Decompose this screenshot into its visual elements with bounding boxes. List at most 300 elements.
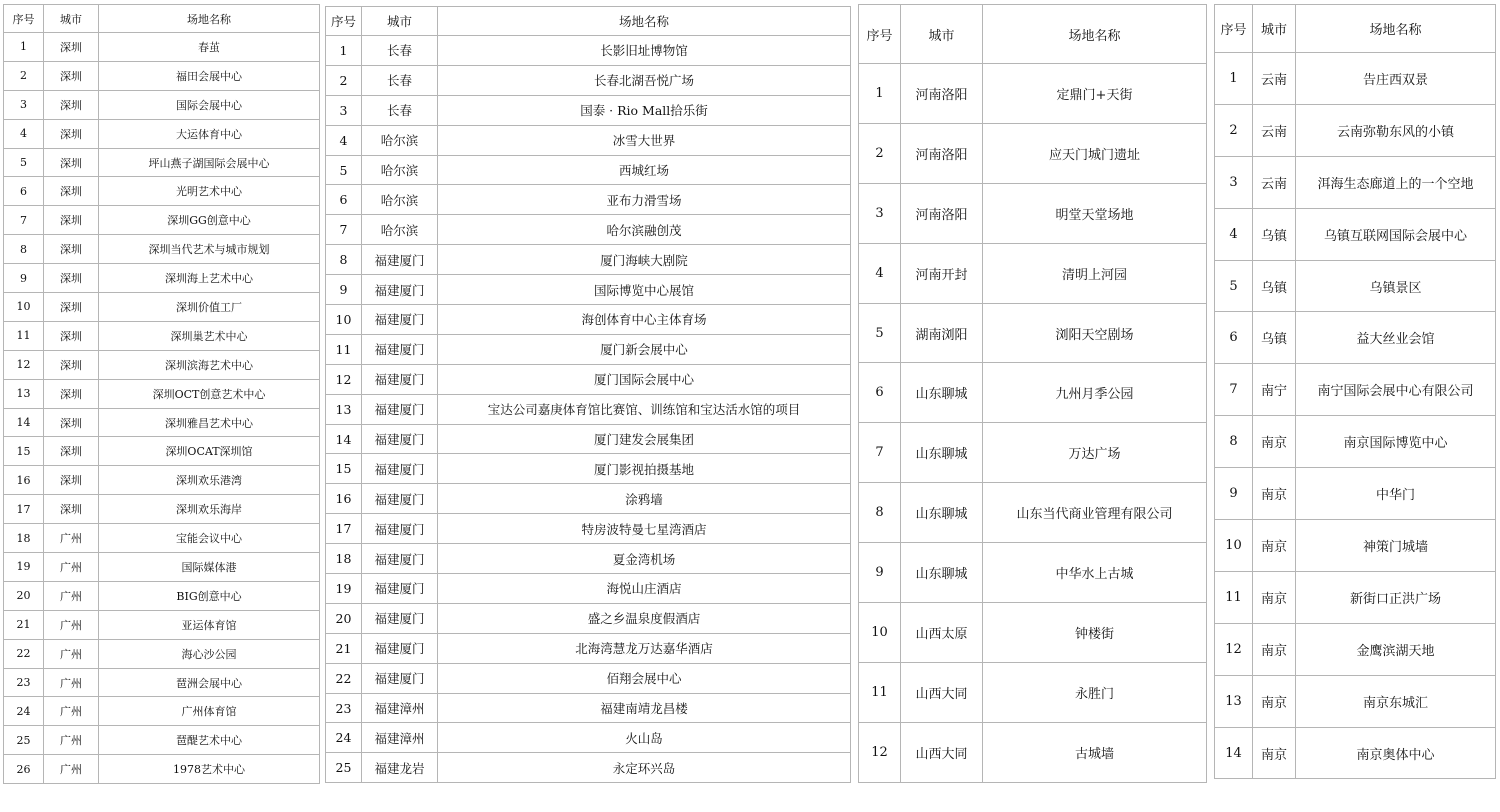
cell-venue: 大运体育中心 bbox=[99, 119, 320, 148]
table-body bbox=[1215, 53, 1496, 779]
table-row bbox=[326, 544, 851, 574]
header-city: 城市 bbox=[44, 5, 99, 33]
cell-city: 深圳 bbox=[44, 350, 99, 379]
table-row bbox=[1215, 208, 1496, 260]
cell-city: 福建厦门 bbox=[362, 454, 438, 484]
cell-index: 12 bbox=[326, 364, 362, 394]
cell-index: 12 bbox=[859, 722, 901, 782]
cell-venue: 火山岛 bbox=[438, 723, 851, 753]
cell-index: 1 bbox=[4, 33, 44, 62]
table-row bbox=[4, 177, 320, 206]
cell-city: 福建厦门 bbox=[362, 424, 438, 454]
cell-venue: 益大丝业会馆 bbox=[1296, 312, 1496, 364]
table-row bbox=[4, 408, 320, 437]
header-city: 城市 bbox=[362, 7, 438, 36]
cell-venue: 长影旧址博物馆 bbox=[438, 36, 851, 66]
cell-venue: 钟楼街 bbox=[983, 603, 1207, 663]
cell-index: 21 bbox=[4, 610, 44, 639]
table-row bbox=[4, 437, 320, 466]
cell-venue: 定鼎门+天街 bbox=[983, 64, 1207, 124]
cell-venue: 南宁国际会展中心有限公司 bbox=[1296, 364, 1496, 416]
cell-venue: 特房波特曼七星湾酒店 bbox=[438, 514, 851, 544]
table-row bbox=[859, 722, 1207, 782]
cell-index: 11 bbox=[326, 334, 362, 364]
header-city: 城市 bbox=[1253, 5, 1296, 53]
table-header bbox=[1215, 5, 1496, 53]
table-row bbox=[4, 119, 320, 148]
cell-city: 福建厦门 bbox=[362, 275, 438, 305]
table-row bbox=[4, 639, 320, 668]
table-row bbox=[1215, 520, 1496, 572]
cell-index: 24 bbox=[4, 697, 44, 726]
cell-city: 广州 bbox=[44, 524, 99, 553]
header-venue: 场地名称 bbox=[983, 5, 1207, 64]
cell-venue: 明堂天堂场地 bbox=[983, 183, 1207, 243]
cell-venue: 应天门城门遗址 bbox=[983, 123, 1207, 183]
cell-city: 福建厦门 bbox=[362, 544, 438, 574]
header-row bbox=[4, 5, 320, 33]
cell-city: 深圳 bbox=[44, 408, 99, 437]
cell-city: 南京 bbox=[1253, 623, 1296, 675]
header-row bbox=[326, 7, 851, 36]
cell-venue: 光明艺术中心 bbox=[99, 177, 320, 206]
header-city: 城市 bbox=[901, 5, 983, 64]
cell-venue: 永胜门 bbox=[983, 662, 1207, 722]
cell-index: 23 bbox=[4, 668, 44, 697]
cell-city: 深圳 bbox=[44, 119, 99, 148]
table-row bbox=[4, 697, 320, 726]
cell-city: 长春 bbox=[362, 95, 438, 125]
cell-venue: BIG创意中心 bbox=[99, 581, 320, 610]
table-row bbox=[326, 215, 851, 245]
table-row bbox=[1215, 104, 1496, 156]
table-row bbox=[4, 264, 320, 293]
cell-venue: 清明上河园 bbox=[983, 243, 1207, 303]
table-row bbox=[4, 350, 320, 379]
cell-venue: 福田会展中心 bbox=[99, 61, 320, 90]
cell-index: 3 bbox=[4, 90, 44, 119]
cell-city: 南京 bbox=[1253, 727, 1296, 779]
table-row bbox=[326, 36, 851, 66]
cell-venue: 海悦山庄酒店 bbox=[438, 574, 851, 604]
cell-city: 乌镇 bbox=[1253, 208, 1296, 260]
cell-venue: 浏阳天空剧场 bbox=[983, 303, 1207, 363]
cell-index: 9 bbox=[326, 275, 362, 305]
cell-venue: 琶醍艺术中心 bbox=[99, 726, 320, 755]
table-row bbox=[326, 603, 851, 633]
cell-city: 深圳 bbox=[44, 206, 99, 235]
table-body bbox=[326, 36, 851, 783]
cell-index: 19 bbox=[326, 574, 362, 604]
cell-city: 福建厦门 bbox=[362, 305, 438, 335]
header-row bbox=[859, 5, 1207, 64]
cell-index: 4 bbox=[4, 119, 44, 148]
cell-city: 深圳 bbox=[44, 61, 99, 90]
cell-venue: 乌镇景区 bbox=[1296, 260, 1496, 312]
cell-city: 深圳 bbox=[44, 264, 99, 293]
cell-venue: 深圳OCT创意艺术中心 bbox=[99, 379, 320, 408]
venue-table-2 bbox=[325, 6, 851, 783]
cell-city: 福建漳州 bbox=[362, 723, 438, 753]
cell-venue: 长春北湖吾悦广场 bbox=[438, 65, 851, 95]
table-row bbox=[859, 123, 1207, 183]
table-row bbox=[4, 610, 320, 639]
cell-index: 11 bbox=[1215, 571, 1253, 623]
cell-index: 12 bbox=[1215, 623, 1253, 675]
cell-city: 云南 bbox=[1253, 53, 1296, 105]
cell-index: 3 bbox=[1215, 156, 1253, 208]
cell-venue: 中华水上古城 bbox=[983, 543, 1207, 603]
cell-city: 河南洛阳 bbox=[901, 183, 983, 243]
table-row bbox=[1215, 571, 1496, 623]
cell-venue: 深圳价值工厂 bbox=[99, 293, 320, 322]
cell-index: 1 bbox=[326, 36, 362, 66]
cell-city: 广州 bbox=[44, 726, 99, 755]
header-venue: 场地名称 bbox=[438, 7, 851, 36]
cell-index: 25 bbox=[326, 753, 362, 783]
cell-index: 20 bbox=[326, 603, 362, 633]
cell-city: 广州 bbox=[44, 668, 99, 697]
table-row bbox=[4, 581, 320, 610]
cell-city: 南京 bbox=[1253, 416, 1296, 468]
cell-venue: 深圳GG创意中心 bbox=[99, 206, 320, 235]
cell-venue: 万达广场 bbox=[983, 423, 1207, 483]
cell-city: 乌镇 bbox=[1253, 260, 1296, 312]
cell-city: 深圳 bbox=[44, 321, 99, 350]
cell-index: 2 bbox=[859, 123, 901, 183]
cell-city: 广州 bbox=[44, 697, 99, 726]
table-row bbox=[326, 394, 851, 424]
cell-venue: 深圳海上艺术中心 bbox=[99, 264, 320, 293]
cell-city: 福建厦门 bbox=[362, 633, 438, 663]
cell-index: 16 bbox=[326, 484, 362, 514]
table-row bbox=[859, 603, 1207, 663]
cell-city: 河南开封 bbox=[901, 243, 983, 303]
table-row bbox=[1215, 468, 1496, 520]
cell-venue: 西城红场 bbox=[438, 155, 851, 185]
cell-venue: 金鹰滨湖天地 bbox=[1296, 623, 1496, 675]
table-row bbox=[1215, 364, 1496, 416]
cell-city: 深圳 bbox=[44, 293, 99, 322]
cell-venue: 深圳雅昌艺术中心 bbox=[99, 408, 320, 437]
cell-city: 福建厦门 bbox=[362, 574, 438, 604]
cell-index: 1 bbox=[1215, 53, 1253, 105]
table-row bbox=[4, 293, 320, 322]
table-row bbox=[326, 125, 851, 155]
table-row bbox=[4, 33, 320, 62]
cell-index: 22 bbox=[4, 639, 44, 668]
cell-venue: 深圳欢乐海岸 bbox=[99, 495, 320, 524]
cell-city: 哈尔滨 bbox=[362, 125, 438, 155]
cell-venue: 1978艺术中心 bbox=[99, 755, 320, 784]
cell-index: 12 bbox=[4, 350, 44, 379]
cell-index: 3 bbox=[859, 183, 901, 243]
table-row bbox=[4, 206, 320, 235]
cell-city: 乌镇 bbox=[1253, 312, 1296, 364]
table-row bbox=[4, 466, 320, 495]
cell-index: 2 bbox=[4, 61, 44, 90]
cell-index: 3 bbox=[326, 95, 362, 125]
cell-index: 21 bbox=[326, 633, 362, 663]
table-row bbox=[326, 364, 851, 394]
cell-venue: 告庄西双景 bbox=[1296, 53, 1496, 105]
table-row bbox=[4, 524, 320, 553]
cell-index: 1 bbox=[859, 64, 901, 124]
table-row bbox=[1215, 675, 1496, 727]
table-row bbox=[859, 423, 1207, 483]
table-row bbox=[326, 95, 851, 125]
cell-city: 福建厦门 bbox=[362, 663, 438, 693]
cell-venue: 冰雪大世界 bbox=[438, 125, 851, 155]
cell-venue: 乌镇互联网国际会展中心 bbox=[1296, 208, 1496, 260]
table-row bbox=[1215, 727, 1496, 779]
cell-index: 7 bbox=[4, 206, 44, 235]
cell-venue: 国泰 · Rio Mall拾乐街 bbox=[438, 95, 851, 125]
cell-index: 6 bbox=[859, 363, 901, 423]
cell-venue: 新街口正洪广场 bbox=[1296, 571, 1496, 623]
cell-city: 广州 bbox=[44, 581, 99, 610]
venue-table-1 bbox=[3, 4, 320, 784]
cell-index: 14 bbox=[1215, 727, 1253, 779]
table-row bbox=[859, 303, 1207, 363]
cell-city: 河南洛阳 bbox=[901, 64, 983, 124]
table-row bbox=[4, 495, 320, 524]
cell-city: 南京 bbox=[1253, 468, 1296, 520]
table-row bbox=[326, 155, 851, 185]
cell-venue: 中华门 bbox=[1296, 468, 1496, 520]
table-row bbox=[326, 663, 851, 693]
cell-city: 深圳 bbox=[44, 177, 99, 206]
cell-city: 广州 bbox=[44, 553, 99, 582]
cell-city: 广州 bbox=[44, 639, 99, 668]
cell-index: 17 bbox=[326, 514, 362, 544]
cell-city: 山西大同 bbox=[901, 662, 983, 722]
cell-city: 深圳 bbox=[44, 466, 99, 495]
cell-venue: 云南弥勒东风的小镇 bbox=[1296, 104, 1496, 156]
cell-city: 深圳 bbox=[44, 437, 99, 466]
header-venue: 场地名称 bbox=[1296, 5, 1496, 53]
table-row bbox=[1215, 156, 1496, 208]
cell-index: 8 bbox=[4, 235, 44, 264]
cell-city: 南宁 bbox=[1253, 364, 1296, 416]
cell-city: 云南 bbox=[1253, 104, 1296, 156]
cell-index: 2 bbox=[1215, 104, 1253, 156]
cell-venue: 洱海生态廊道上的一个空地 bbox=[1296, 156, 1496, 208]
table-row bbox=[859, 483, 1207, 543]
table-row bbox=[4, 321, 320, 350]
cell-index: 8 bbox=[326, 245, 362, 275]
cell-index: 25 bbox=[4, 726, 44, 755]
cell-city: 深圳 bbox=[44, 90, 99, 119]
cell-city: 山西大同 bbox=[901, 722, 983, 782]
cell-city: 山东聊城 bbox=[901, 423, 983, 483]
cell-city: 山东聊城 bbox=[901, 483, 983, 543]
cell-index: 13 bbox=[326, 394, 362, 424]
table-row bbox=[4, 379, 320, 408]
cell-index: 10 bbox=[859, 603, 901, 663]
cell-city: 长春 bbox=[362, 65, 438, 95]
cell-city: 福建厦门 bbox=[362, 364, 438, 394]
cell-index: 8 bbox=[1215, 416, 1253, 468]
cell-venue: 深圳巢艺术中心 bbox=[99, 321, 320, 350]
table-row bbox=[859, 363, 1207, 423]
table-row bbox=[326, 633, 851, 663]
cell-city: 福建厦门 bbox=[362, 334, 438, 364]
cell-index: 17 bbox=[4, 495, 44, 524]
table-row bbox=[326, 424, 851, 454]
table-header bbox=[859, 5, 1207, 64]
cell-index: 23 bbox=[326, 693, 362, 723]
table-row bbox=[859, 543, 1207, 603]
cell-index: 9 bbox=[1215, 468, 1253, 520]
cell-index: 9 bbox=[4, 264, 44, 293]
cell-venue: 涂鸦墙 bbox=[438, 484, 851, 514]
cell-city: 河南洛阳 bbox=[901, 123, 983, 183]
cell-city: 福建厦门 bbox=[362, 603, 438, 633]
cell-city: 福建厦门 bbox=[362, 514, 438, 544]
header-row bbox=[1215, 5, 1496, 53]
cell-venue: 厦门新会展中心 bbox=[438, 334, 851, 364]
table-row bbox=[1215, 260, 1496, 312]
cell-city: 深圳 bbox=[44, 235, 99, 264]
header-venue: 场地名称 bbox=[99, 5, 320, 33]
cell-index: 5 bbox=[859, 303, 901, 363]
table-row bbox=[1215, 312, 1496, 364]
table-row bbox=[326, 275, 851, 305]
cell-index: 18 bbox=[326, 544, 362, 574]
venue-table-3 bbox=[858, 4, 1207, 783]
cell-city: 山东聊城 bbox=[901, 543, 983, 603]
cell-venue: 九州月季公园 bbox=[983, 363, 1207, 423]
cell-venue: 琶洲会展中心 bbox=[99, 668, 320, 697]
cell-city: 山东聊城 bbox=[901, 363, 983, 423]
cell-city: 云南 bbox=[1253, 156, 1296, 208]
table-header bbox=[4, 5, 320, 33]
cell-index: 14 bbox=[4, 408, 44, 437]
venue-table-4 bbox=[1214, 4, 1496, 779]
table-body bbox=[4, 33, 320, 784]
cell-index: 24 bbox=[326, 723, 362, 753]
cell-index: 11 bbox=[859, 662, 901, 722]
cell-index: 10 bbox=[326, 305, 362, 335]
cell-venue: 南京国际博览中心 bbox=[1296, 416, 1496, 468]
table-row bbox=[326, 245, 851, 275]
cell-venue: 深圳当代艺术与城市规划 bbox=[99, 235, 320, 264]
cell-city: 福建漳州 bbox=[362, 693, 438, 723]
table-row bbox=[326, 723, 851, 753]
cell-index: 5 bbox=[4, 148, 44, 177]
cell-index: 7 bbox=[326, 215, 362, 245]
cell-index: 4 bbox=[1215, 208, 1253, 260]
table-row bbox=[326, 753, 851, 783]
cell-index: 2 bbox=[326, 65, 362, 95]
table-row bbox=[4, 61, 320, 90]
cell-city: 福建厦门 bbox=[362, 245, 438, 275]
cell-venue: 海创体育中心主体育场 bbox=[438, 305, 851, 335]
cell-venue: 北海湾慧龙万达嘉华酒店 bbox=[438, 633, 851, 663]
cell-index: 6 bbox=[1215, 312, 1253, 364]
cell-city: 湖南浏阳 bbox=[901, 303, 983, 363]
cell-index: 13 bbox=[4, 379, 44, 408]
cell-venue: 南京东城汇 bbox=[1296, 675, 1496, 727]
cell-city: 深圳 bbox=[44, 33, 99, 62]
cell-city: 南京 bbox=[1253, 520, 1296, 572]
cell-venue: 厦门海峡大剧院 bbox=[438, 245, 851, 275]
cell-index: 20 bbox=[4, 581, 44, 610]
cell-venue: 深圳欢乐港湾 bbox=[99, 466, 320, 495]
cell-venue: 厦门影视拍摄基地 bbox=[438, 454, 851, 484]
table-row bbox=[326, 65, 851, 95]
cell-city: 山西太原 bbox=[901, 603, 983, 663]
cell-index: 5 bbox=[326, 155, 362, 185]
cell-index: 10 bbox=[1215, 520, 1253, 572]
cell-city: 福建厦门 bbox=[362, 394, 438, 424]
cell-venue: 南京奥体中心 bbox=[1296, 727, 1496, 779]
table-row bbox=[4, 90, 320, 119]
cell-venue: 国际会展中心 bbox=[99, 90, 320, 119]
table-row bbox=[326, 514, 851, 544]
cell-index: 10 bbox=[4, 293, 44, 322]
cell-venue: 神策门城墙 bbox=[1296, 520, 1496, 572]
cell-index: 14 bbox=[326, 424, 362, 454]
table-row bbox=[326, 454, 851, 484]
cell-city: 哈尔滨 bbox=[362, 185, 438, 215]
cell-venue: 宝达公司嘉庚体育馆比赛馆、训练馆和宝达活水馆的项目 bbox=[438, 394, 851, 424]
cell-venue: 海心沙公园 bbox=[99, 639, 320, 668]
cell-venue: 盛之乡温泉度假酒店 bbox=[438, 603, 851, 633]
cell-city: 长春 bbox=[362, 36, 438, 66]
header-index: 序号 bbox=[859, 5, 901, 64]
cell-venue: 国际博览中心展馆 bbox=[438, 275, 851, 305]
table-row bbox=[326, 305, 851, 335]
table-row bbox=[859, 183, 1207, 243]
cell-index: 7 bbox=[859, 423, 901, 483]
cell-index: 4 bbox=[859, 243, 901, 303]
cell-index: 26 bbox=[4, 755, 44, 784]
table-row bbox=[1215, 416, 1496, 468]
header-index: 序号 bbox=[326, 7, 362, 36]
cell-index: 15 bbox=[4, 437, 44, 466]
cell-city: 深圳 bbox=[44, 495, 99, 524]
table-row bbox=[1215, 623, 1496, 675]
cell-venue: 永定环兴岛 bbox=[438, 753, 851, 783]
cell-venue: 哈尔滨融创茂 bbox=[438, 215, 851, 245]
cell-venue: 深圳滨海艺术中心 bbox=[99, 350, 320, 379]
table-row bbox=[326, 334, 851, 364]
cell-venue: 厦门国际会展中心 bbox=[438, 364, 851, 394]
header-index: 序号 bbox=[1215, 5, 1253, 53]
table-row bbox=[326, 484, 851, 514]
table-row bbox=[859, 662, 1207, 722]
cell-venue: 春茧 bbox=[99, 33, 320, 62]
cell-city: 福建龙岩 bbox=[362, 753, 438, 783]
cell-index: 9 bbox=[859, 543, 901, 603]
table-row bbox=[4, 148, 320, 177]
cell-index: 6 bbox=[326, 185, 362, 215]
cell-index: 8 bbox=[859, 483, 901, 543]
cell-index: 6 bbox=[4, 177, 44, 206]
cell-venue: 佰翔会展中心 bbox=[438, 663, 851, 693]
table-row bbox=[4, 668, 320, 697]
table-row bbox=[4, 755, 320, 784]
table-header bbox=[326, 7, 851, 36]
cell-index: 7 bbox=[1215, 364, 1253, 416]
cell-index: 13 bbox=[1215, 675, 1253, 727]
cell-index: 19 bbox=[4, 553, 44, 582]
cell-venue: 厦门建发会展集团 bbox=[438, 424, 851, 454]
cell-city: 南京 bbox=[1253, 571, 1296, 623]
cell-city: 广州 bbox=[44, 610, 99, 639]
